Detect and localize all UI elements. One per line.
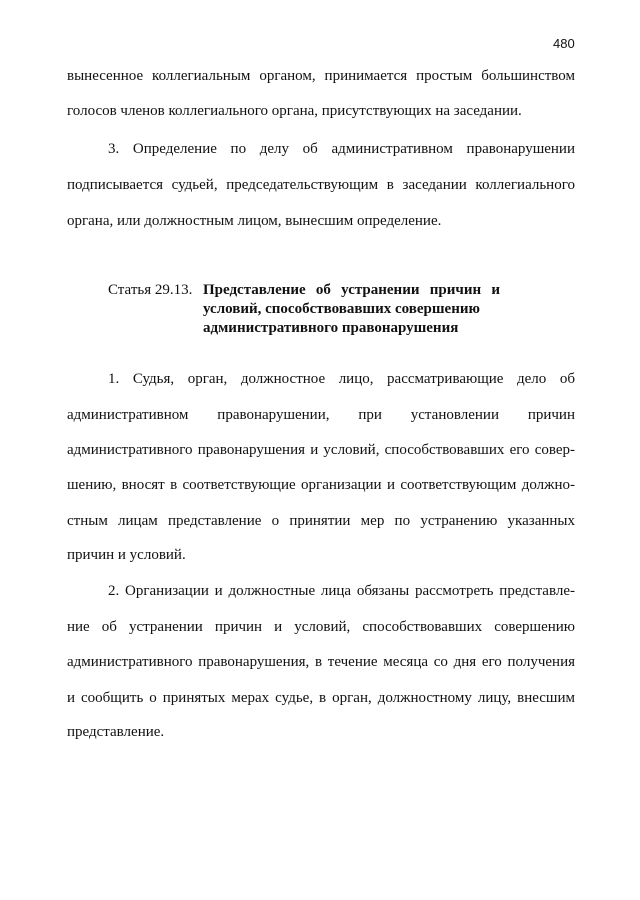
text-line: административного правонарушения и условий, способствовавших его совер- — [67, 442, 575, 458]
text-line: 3. Определение по делу об административном правонарушении — [108, 141, 575, 157]
text-line: вынесенное коллегиальным органом, принимается простым большинством — [67, 68, 575, 84]
page-number: 480 — [553, 36, 575, 51]
article-title-line: административного правонарушения — [203, 320, 459, 336]
text-line: 2. Организации и должностные лица обязаны рассмотреть представле- — [108, 583, 575, 599]
text-line: голосов членов коллегиального органа, присутствующих на заседании. — [67, 103, 522, 119]
text-line: причин и условий. — [67, 547, 186, 563]
text-line: шению, вносят в соответствующие организации и соответствующим должно- — [67, 477, 575, 493]
text-line: представление. — [67, 724, 165, 740]
text-line: административном правонарушении, при установлении причин — [67, 407, 575, 423]
article-title-line: условий, способствовавших совершению — [203, 301, 480, 317]
text-line: подписывается судьей, председательствующим в заседании коллегиального — [67, 177, 575, 193]
text-line: ние об устранении причин и условий, способствовавших совершению — [67, 619, 575, 635]
text-line: и сообщить о принятых мерах судье, в орган, должностному лицу, внесшим — [67, 690, 575, 706]
article-number: Статья 29.13. — [108, 282, 193, 298]
text-line: 1. Судья, орган, должностное лицо, рассматривающие дело об — [108, 371, 575, 387]
text-line: административного правонарушения, в течение месяца со дня его получения — [67, 654, 575, 670]
article-title-line: Представление об устранении причин и — [203, 282, 500, 298]
text-line: стным лицам представление о принятии мер по устранению указанных — [67, 513, 575, 529]
text-line: органа, или должностным лицом, вынесшим определение. — [67, 213, 442, 229]
